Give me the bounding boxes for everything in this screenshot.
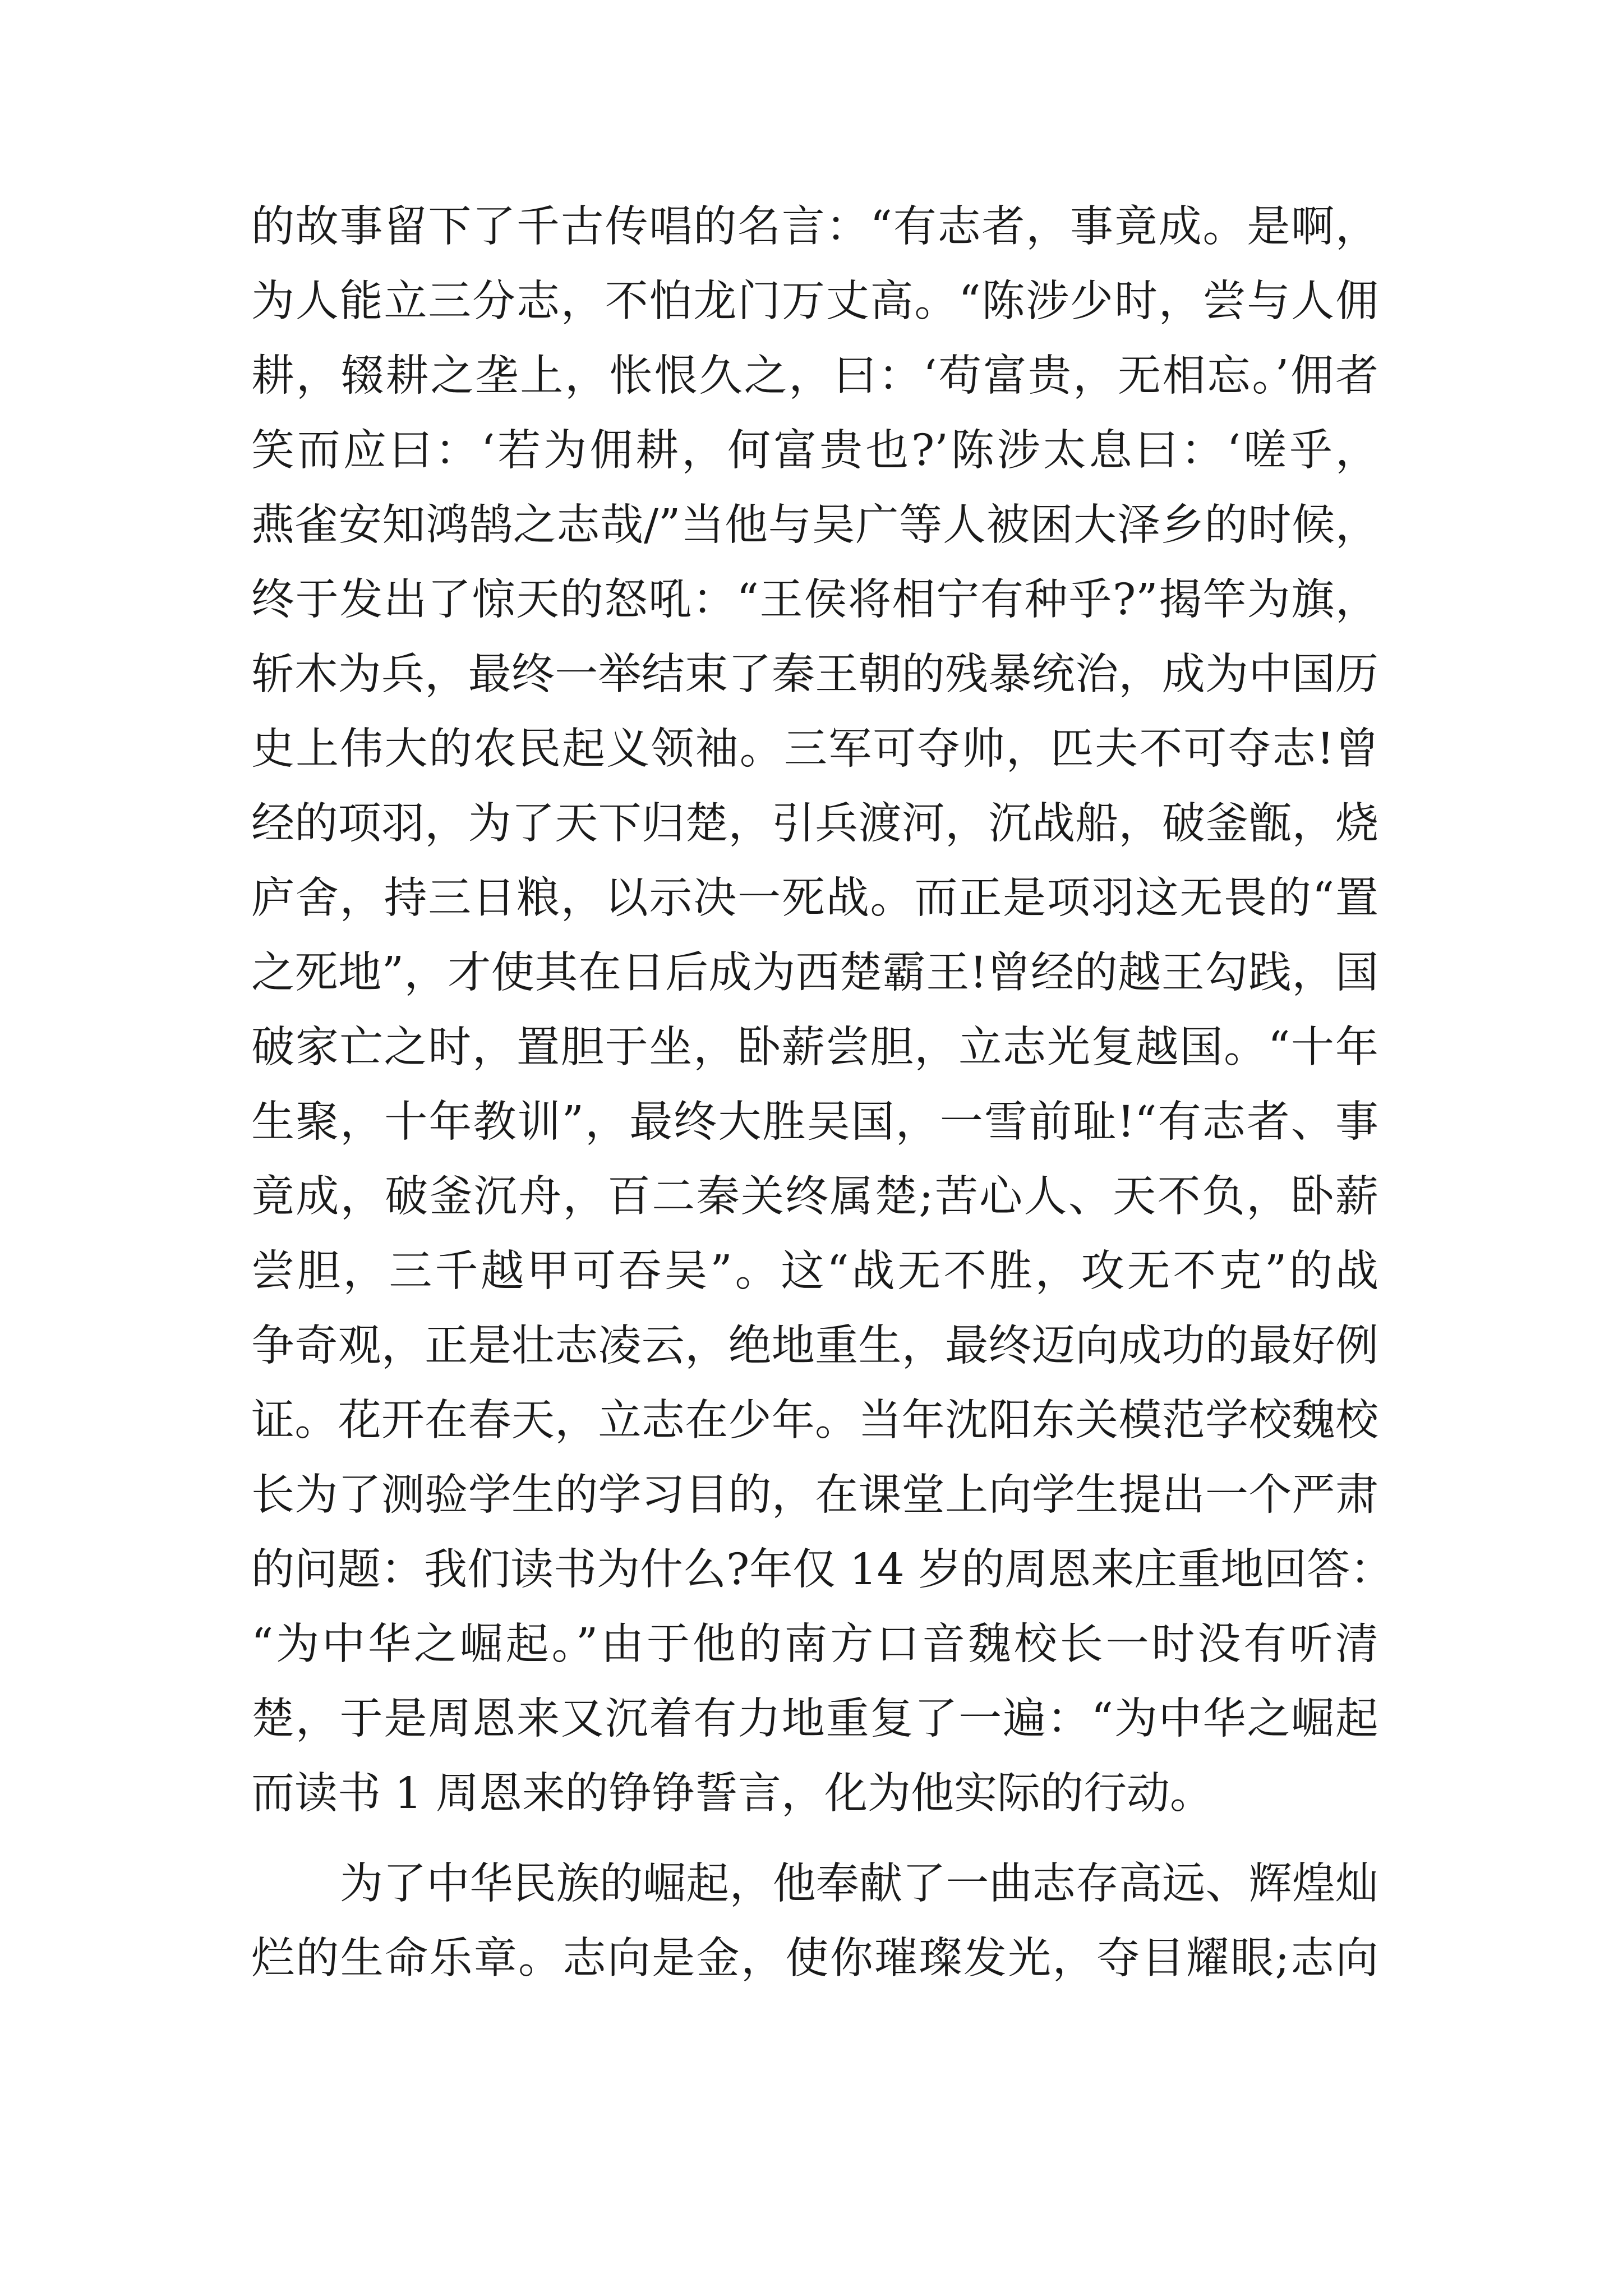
text-line: 证。花开在春天，立志在少年。当年沈阳东关模范学校魏校 [251,1396,1378,1446]
text-line: 笑而应曰：‘若为佣耕，何富贵也?’陈涉太息曰：‘嗟乎， [251,426,1378,476]
paragraph-2 [251,1847,1378,1996]
body-text [251,190,1394,1996]
text-line: 燕雀安知鸿鹄之志哉/”当他与吴广等人被困大泽乡的时候， [251,500,1378,550]
text-line: 终于发出了惊天的怒吼：“王侯将相宁有种乎?”揭竿为旗， [251,575,1378,625]
text-line: 为了中华民族的崛起，他奉献了一曲志存高远、辉煌灿 [340,1859,1378,1909]
text-line: 竟成，破釜沉舟，百二秦关终属楚;苦心人、天不负，卧薪 [251,1172,1378,1222]
text-line: 斩木为兵，最终一举结束了秦王朝的残暴统治，成为中国历 [251,650,1378,700]
text-line: 庐舍，持三日粮，以示决一死战。而正是项羽这无畏的“置 [251,873,1378,923]
text-line: 长为了测验学生的学习目的，在课堂上向学生提出一个严肃 [251,1470,1378,1520]
text-line: 而读书 1 周恩来的铮铮誓言，化为他实际的行动。 [251,1769,1213,1819]
text-line: 楚，于是周恩来又沉着有力地重复了一遍：“为中华之崛起 [251,1694,1378,1744]
text-line: 之死地”，才使其在日后成为西楚霸王!曾经的越王勾践，国 [251,948,1378,998]
paragraph-1 [251,190,1394,1831]
text-line: 耕，辍耕之垄上，怅恨久之，曰：‘苟富贵，无相忘。’佣者 [251,351,1378,401]
text-line: 史上伟大的农民起义领袖。三军可夺帅，匹夫不可夺志!曾 [251,724,1378,774]
text-line: 经的项羽，为了天下归楚，引兵渡河，沉战船，破釜甑，烧 [251,799,1378,849]
text-line: 为人能立三分志，不怕龙门万丈高。“陈涉少时，尝与人佣 [251,277,1378,326]
text-line: 的问题：我们读书为什么?年仅 14 岁的周恩来庄重地回答： [251,1545,1394,1595]
text-line: 破家亡之时，置胆于坐，卧薪尝胆，立志光复越国。“十年 [251,1023,1378,1073]
paragraph-spacer [251,1831,1378,1847]
text-line: 生聚，十年教训”，最终大胜吴国，一雪前耻!“有志者、事 [251,1097,1378,1147]
text-line: 的故事留下了千古传唱的名言：“有志者，事竟成。是啊， [251,202,1378,252]
text-line: 尝胆，三千越甲可吞吴”。这“战无不胜，攻无不克”的战 [251,1246,1378,1296]
text-line: 争奇观，正是壮志凌云，绝地重生，最终迈向成功的最好例 [251,1321,1378,1371]
text-line: 烂的生命乐章。志向是金，使你璀璨发光，夺目耀眼;志向 [251,1934,1378,1984]
text-line: “为中华之崛起。”由于他的南方口音魏校长一时没有听清 [251,1619,1378,1669]
